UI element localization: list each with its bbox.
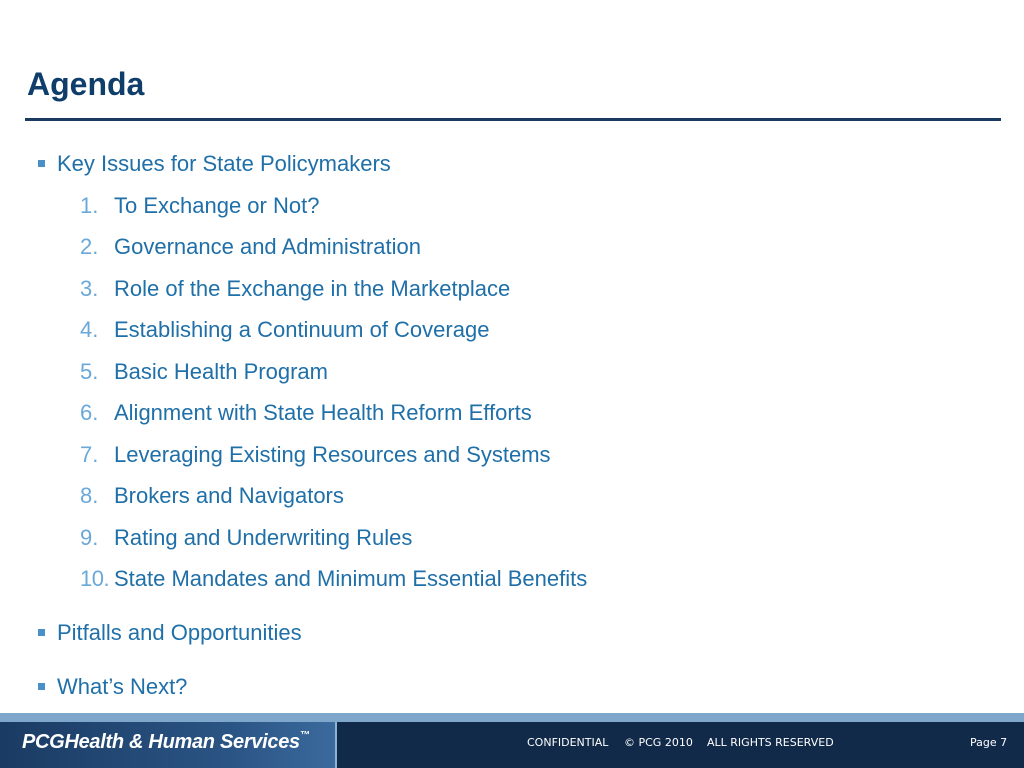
item-number: 3.	[80, 276, 99, 301]
item-number: 1.	[80, 193, 99, 218]
rights-label: ALL RIGHTS RESERVED	[707, 736, 834, 749]
item-text: Brokers and Navigators	[114, 483, 344, 508]
item-text: To Exchange or Not?	[114, 193, 320, 218]
trademark-mark: ™	[299, 730, 310, 742]
item-text: Leveraging Existing Resources and Systems	[114, 442, 551, 467]
list-item	[80, 523, 412, 553]
bullet-label: What’s Next?	[57, 674, 188, 699]
item-number: 8.	[80, 483, 99, 508]
square-bullet-icon	[38, 629, 45, 636]
bullet-key-issues	[38, 149, 391, 179]
item-number: 6.	[80, 400, 99, 425]
footer-accent-band	[0, 713, 1024, 722]
bullet-label: Pitfalls and Opportunities	[57, 620, 302, 645]
item-text: Role of the Exchange in the Marketplace	[114, 276, 511, 301]
bullet-whats-next	[38, 672, 187, 702]
item-text: Basic Health Program	[114, 359, 328, 384]
list-item	[80, 315, 489, 345]
item-text: Establishing a Continuum of Coverage	[114, 317, 490, 342]
item-number: 5.	[80, 359, 99, 384]
bullet-pitfalls	[38, 618, 302, 648]
item-number: 4.	[80, 317, 99, 342]
list-item	[80, 274, 510, 304]
list-item	[80, 232, 421, 262]
square-bullet-icon	[38, 683, 45, 690]
footer	[0, 722, 1024, 768]
page-number: Page 7	[970, 736, 1008, 749]
item-text: Alignment with State Health Reform Efforts	[114, 400, 532, 425]
item-number: 9.	[80, 525, 99, 550]
square-bullet-icon	[38, 160, 45, 167]
brand-name: PCGHealth & Human Services	[22, 731, 300, 753]
item-number: 10.	[80, 566, 110, 591]
item-number: 2.	[80, 234, 99, 259]
company-logo	[22, 731, 310, 754]
item-text: State Mandates and Minimum Essential Benefits	[114, 566, 588, 591]
list-item	[80, 564, 587, 594]
bullet-label: Key Issues for State Policymakers	[57, 151, 391, 176]
list-item	[80, 440, 551, 470]
list-item	[80, 398, 532, 428]
list-item	[80, 481, 344, 511]
copyright-label: © PCG 2010	[624, 736, 693, 749]
title-divider	[25, 118, 1001, 121]
item-number: 7.	[80, 442, 99, 467]
item-text: Rating and Underwriting Rules	[114, 525, 413, 550]
list-item	[80, 357, 328, 387]
confidential-label: CONFIDENTIAL	[527, 736, 609, 749]
item-text: Governance and Administration	[114, 234, 421, 259]
slide-title: Agenda	[27, 66, 145, 102]
list-item	[80, 191, 319, 221]
brand-panel	[0, 722, 337, 768]
